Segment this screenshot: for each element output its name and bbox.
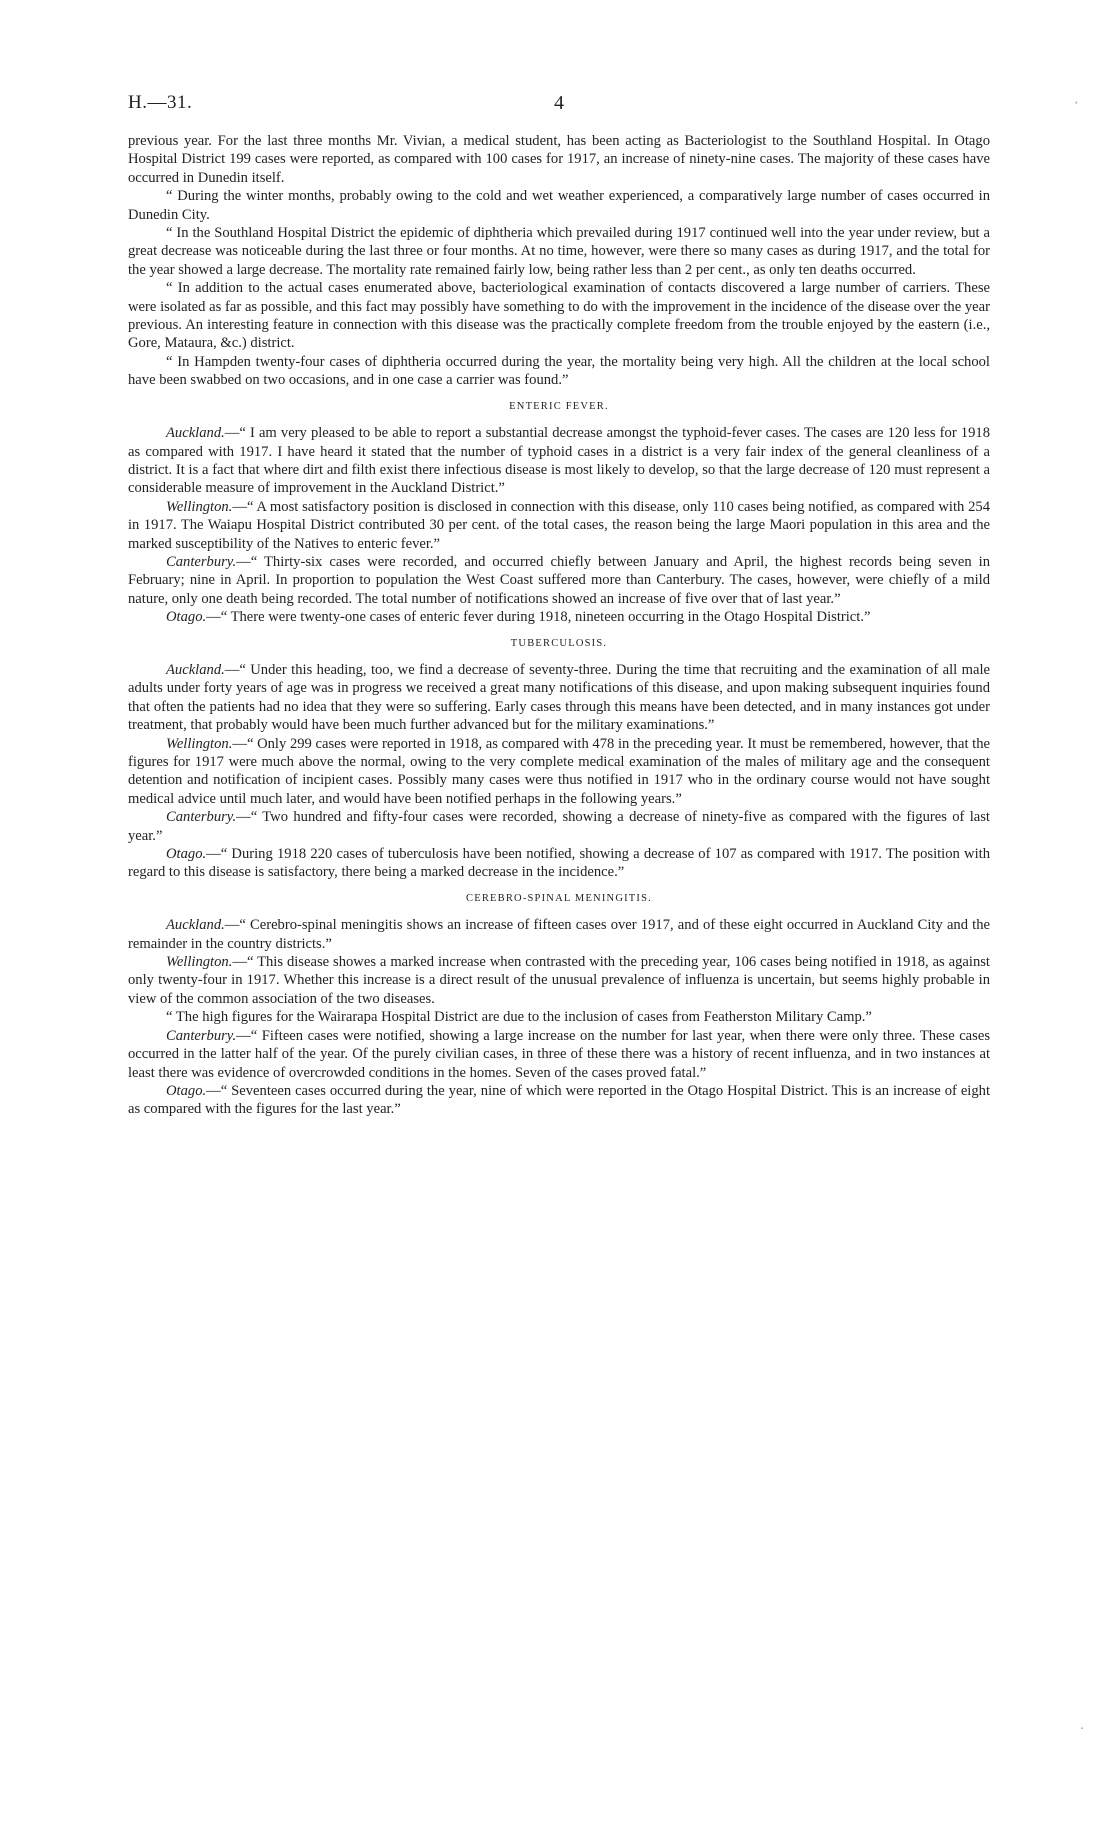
district-name: Wellington. (166, 735, 233, 752)
report-text: —“ During 1918 220 cases of tuberculosis have been notified, showing a decrease of 107 as compared with 1917. The position with regard to this disease is satisfactory, there being a marked decrease in the incidence.” (128, 846, 990, 881)
report-paragraph (128, 424, 990, 498)
report-text: —“ There were twenty-one cases of enteric fever during 1918, nineteen occurring in the Otago Hospital District.” (206, 609, 871, 626)
report-paragraph (128, 735, 990, 809)
report-paragraph (128, 808, 990, 845)
report-paragraph (128, 845, 990, 882)
document-page (128, 92, 990, 1119)
report-paragraph (128, 953, 990, 1008)
section-heading-tuberculosis: TUBERCULOSIS. (510, 637, 608, 649)
intro-paragraph: “ In the Southland Hospital District the epidemic of diphtheria which prevailed during 1917 continued well into the year under review, but a great decrease was noticeable during the last three or four months. At no time, however, were there so many cases as during 1917, and the total for the year showed a large decrease. The mortality rate remained fairly low, being rather less than 2 per cent., as only ten deaths occurred. (128, 225, 990, 278)
district-name: Auckland. (166, 661, 225, 678)
intro-paragraph: “ In addition to the actual cases enumerated above, bacteriological examination of contacts discovered a large number of carriers. These were isolated as far as possible, and this fact may possibly have something to do with the improvement in the incidence of the disease over the year previous. An interesting feature in connection with this disease was the practically complete freedom from the trouble enjoyed by the eastern (i.e., Gore, Mataura, &c.) district. (128, 280, 990, 352)
report-paragraph (128, 498, 990, 553)
intro-paragraph: “ During the winter months, probably owing to the cold and wet weather experienced, a comparatively large number of cases occurred in Dunedin City. (128, 188, 990, 223)
report-paragraph (128, 1027, 990, 1082)
margin-mark: ․ (1080, 1718, 1085, 1732)
report-text: —“ Thirty-six cases were recorded, and occurred chiefly between January and April, the highest records being seven in February; nine in April. In proportion to population the West Coast suffered more than Canterbury. The cases, however, were chiefly of a mild nature, only one death being recorded. The total number of notifications showed an increase of five over that of last year.” (128, 553, 990, 607)
report-paragraph (128, 1008, 990, 1026)
report-text: —“ I am very pleased to be able to report a substantial decrease amongst the typhoid-fever cases. The cases are 120 less for 1918 as compared with 1917. I have heard it stated that the number of typhoid cases in a district is a very fair index of the general cleanliness of a district. It is a fact that where dirt and filth exist there infectious disease is most likely to develop, so that the large decrease of 120 must represent a considerable measure of improvement in the Auckland District.” (128, 425, 990, 497)
report-text: —“ Only 299 cases were reported in 1918, as compared with 478 in the preceding year. It must be remembered, however, that the figures for 1917 were much above the normal, owing to the very complete medical examination of the males of military age and the consequent detention and notification of incipient cases. Possibly many cases were thus notified in 1917 who in the ordinary course would not have sought medical advice until much later, and would have been notified perhaps in the following years.” (128, 735, 990, 807)
report-text: —“ Two hundred and fifty-four cases were recorded, showing a decrease of ninety-five as compared with the figures of last year.” (128, 809, 990, 844)
intro-paragraph: “ In Hampden twenty-four cases of diphtheria occurred during the year, the mortality being very high. All the children at the local school have been swabbed on two occasions, and in one case a carrier was found.” (128, 353, 990, 389)
document-reference: H.—31. (128, 92, 193, 113)
report-paragraph (128, 661, 990, 735)
district-name: Canterbury. (166, 809, 237, 826)
report-text: —“ Seventeen cases occurred during the year, nine of which were reported in the Otago Hospital District. This is an increase of eight as compared with the figures for the last year.” (128, 1082, 990, 1118)
district-name: Wellington. (166, 498, 233, 515)
section-heading-cerebro-spinal-meningitis: CEREBRO-SPINAL MENINGITIS. (466, 892, 652, 904)
district-name: Otago. (166, 1082, 207, 1099)
page-body (128, 132, 990, 1119)
district-name: Otago. (166, 846, 207, 863)
intro-paragraph: previous year. For the last three months Mr. Vivian, a medical student, has been acting as Bacteriologist to the Southland Hospital. In Otago Hospital District 199 cases were reported, as compared with 100 cases for 1917, an increase of ninety-nine cases. The majority of these cases have occurred in Dunedin itself. (128, 133, 990, 186)
report-paragraph (128, 553, 990, 608)
district-name: Otago. (166, 609, 207, 626)
margin-mark: ′ (1075, 98, 1078, 112)
report-paragraph (128, 916, 990, 953)
report-text: —“ A most satisfactory position is disclosed in connection with this disease, only 110 cases being notified, as compared with 254 in 1917. The Waiapu Hospital District contributed 30 per cent. of the total cases, the reason being the large Maori population in this area and the marked susceptibility of the Natives to enteric fever.” (128, 498, 990, 552)
district-name: Wellington. (166, 954, 233, 971)
report-text: “ The high figures for the Wairarapa Hospital District are due to the inclusion of cases from Featherston Military Camp.” (166, 1009, 872, 1026)
district-name: Auckland. (166, 425, 225, 442)
page-header (128, 92, 990, 132)
page-number: 4 (554, 92, 564, 114)
report-text: —“ Fifteen cases were notified, showing a large increase on the number for last year, when there were only three. These cases occurred in the latter half of the year. Of the purely civilian cases, in three of these there was a history of recent influenza, and in two instances at least there was evidence of overcrowded conditions in the homes. Seven of the cases proved fatal.” (128, 1027, 990, 1081)
district-name: Auckland. (166, 917, 225, 934)
report-text: —“ This disease showes a marked increase when contrasted with the preceding year, 106 cases being notified in 1918, as against only twenty-four in 1917. Whether this increase is a direct result of the unusual prevalence of influenza is uncertain, but seems highly probable in view of the common association of the two diseases. (128, 954, 990, 1007)
section-heading-enteric-fever: ENTERIC FEVER. (509, 400, 609, 412)
district-name: Canterbury. (166, 1027, 237, 1044)
district-name: Canterbury. (166, 553, 237, 570)
report-text: —“ Cerebro-spinal meningitis shows an increase of fifteen cases over 1917, and of these eight occurred in Auckland City and the remainder in the country districts.” (128, 917, 990, 952)
report-paragraph (128, 608, 990, 626)
report-paragraph (128, 1082, 990, 1119)
report-text: —“ Under this heading, too, we find a decrease of seventy-three. During the time that recruiting and the examination of all male adults under forty years of age was in progress we received a great many notifications of this disease, and upon making subsequent inquiries found that often the patients had no idea that they were so suffering. Early cases through this means have been detected, and in many instances got under treatment, that probably would have been much further advanced but for the military examinations.” (128, 661, 990, 734)
